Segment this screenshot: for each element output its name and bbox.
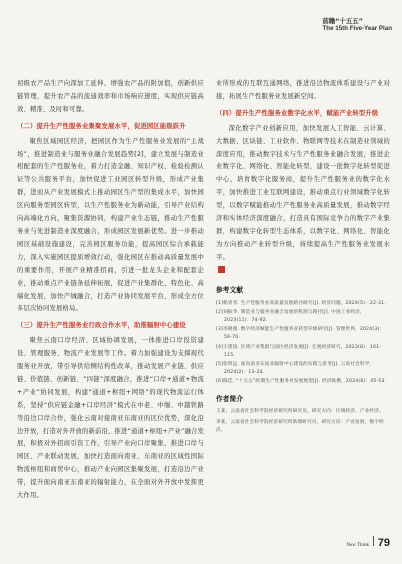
reference-item: [1]杨青青. 生产性服务业高质量发展路径研究[J]. 经济问题，2024(5)：22-31. [216,300,386,306]
footer-divider [373,536,374,546]
author-bio [216,408,390,435]
left-column [17,78,204,503]
reference-item: [5]张明远. 面向南亚东南亚辐射中心建设的实践与思考[J]. 云南社会科学，2024(2)：13-24. [216,361,375,376]
author-bio-item: 王某，云南省社会科学院经济研究所研究员，研究方向：区域经济、产业经济。 [216,409,384,415]
author-bio-title: 作者简介 [216,394,244,403]
paragraph: 深化数字产业创新应用，加快发展人工智能、云计算、大数据、区块链、工业软件、物联网等技术在制造业领域的深度应用，推动数字技术与生产性服务业融合发展，推进企业数字化、网络化、智能化转型，建设一批数字化转型促进中心，培育数字化服务商，提升生产性服务业的数字化水平，加快推进工业互联网建设，推动重点行业领域数字化转型，以数字赋能推动生产性服务业高质量发展，推动数字经济和实体经济深度融合，打造具有国际竞争力的数字产业集群，构建数字化转型生态体系，以数字化、网络化、智能化为方向推动产业转型升级，持续提高生产性服务业发展水平。 [216,124,390,261]
paragraph: 聚焦云南口岸经济、区域协调发展，一体推进口岸投资建设、管理服务、物流产业发展等工作。着力加强建设为支撑现代服务业开放，带引导供给侧结构性改革，推动发展产业链、供应链、价值链、创新链、“四链”深度融合，推进“口岸+通道+物流+产业”协同发展，构建“通道+枢纽+网络”的现代物流运行体系，坚持“供应链金融+口岸经济”模式在中老、中缅、中越铁路等沿边口岸合作，强化云南对接南亚东南亚的区位优势，深化沿边开放，打造对外开放的新前沿，推进“通道+枢纽+产业”融合发展，积极对外招商引资工作，引导产业向口岸聚集，推进口岸与园区、产业联动发展，加快打造面向南亚、东南亚的区域性国际物流枢纽和商贸中心，推动产业向园区集聚发展，打造沿边产业带，提升面向南亚东南亚的辐射能力，在全面对外开放中发挥更大作用。 [17,337,204,500]
section-heading: （三）提升生产性服务业行政合作水平，助推辐射中心建设 [17,322,186,330]
page-number: 79 [377,537,390,549]
section-heading: （四）提升生产性服务业数字化水平，赋能产业转型升级 [216,109,379,117]
journal-name: New Think [346,543,369,548]
end-mark-icon [218,266,225,273]
references-list [216,300,390,387]
right-column [216,78,390,437]
paragraph: 初级农产品生产向深加工延伸，增强农产品的附加值，创新供应链管理，提升农产品的流通效率和市场响应速度，实现供应链高效、精准、及时和可靠。 [17,80,204,113]
reference-item: [3]李晓燕. 数字经济赋能生产性服务业转型升级研究[J]. 管理世界，2024(3)：56-70. [216,327,385,341]
reference-item: [4]王建国. 区域产业集群与园区经济发展[J]. 宏观经济研究，2023(8)：101-115. [216,344,382,358]
column-title: 前瞻“十五五” [322,17,363,25]
author-bio-item: 李某，云南省社会科学院经济研究所助理研究员，研究方向：产业发展、数字经济。 [216,419,384,433]
page-header [323,18,392,32]
references-title: 参考文献 [216,285,244,294]
paragraph: 业所形成的互联互通网络，推进沿边物流体系建设与产业对接，拓展生产性服务业发展新空间。 [216,80,390,100]
reference-item: [2]刘振华. 制造业与服务业融合发展的机制与路径[J]. 中国工业经济，2023(11)：74-92. [216,309,365,323]
section-heading: （二）提升生产性服务业集聚发展水平，促进园区能级跃升 [17,122,186,130]
column-subtitle: The 15th Five-Year Plan [322,25,392,33]
page-footer [346,536,390,549]
reference-item: [6]陈佳. “十五五”时期生产性服务业发展展望[J]. 经济纵横，2024(6)：45-53. [216,379,387,385]
paragraph: 聚焦区域园区经济，把园区作为生产性服务业发展的“主战场”，推进制造业与服务业融合发展趋势[2]，建立发展与制造业相配套的生产性服务业，着力打造金融、知识产权、检验检测认证等公共服务平台，加快促进工业园区转型升级，形成产业集群，进而从产业发展模式上推动园区生产型的集成水平，加快园区向服务型园区转型，以生产性服务业为新动能，引导产业结构向高端化方向，聚集资源协同，构建产业生态链，推动生产性服务业与先进制造业深度融合，形成园区发展新优势。进一步推动园区基础设施建设，完善园区服务功能，提高园区综合承载能力，深入实施园区提质增效行动，强化园区在推动高质量发展中的重要作用，开展产业精准招商，引进一批龙头企业和配套企业，推动重点产业链条延伸拓展，促进产业集群化、特色化、高端化发展，加快产城融合，打造产业协同发展平台，形成全方位多层次协同发展格局。 [17,137,204,313]
